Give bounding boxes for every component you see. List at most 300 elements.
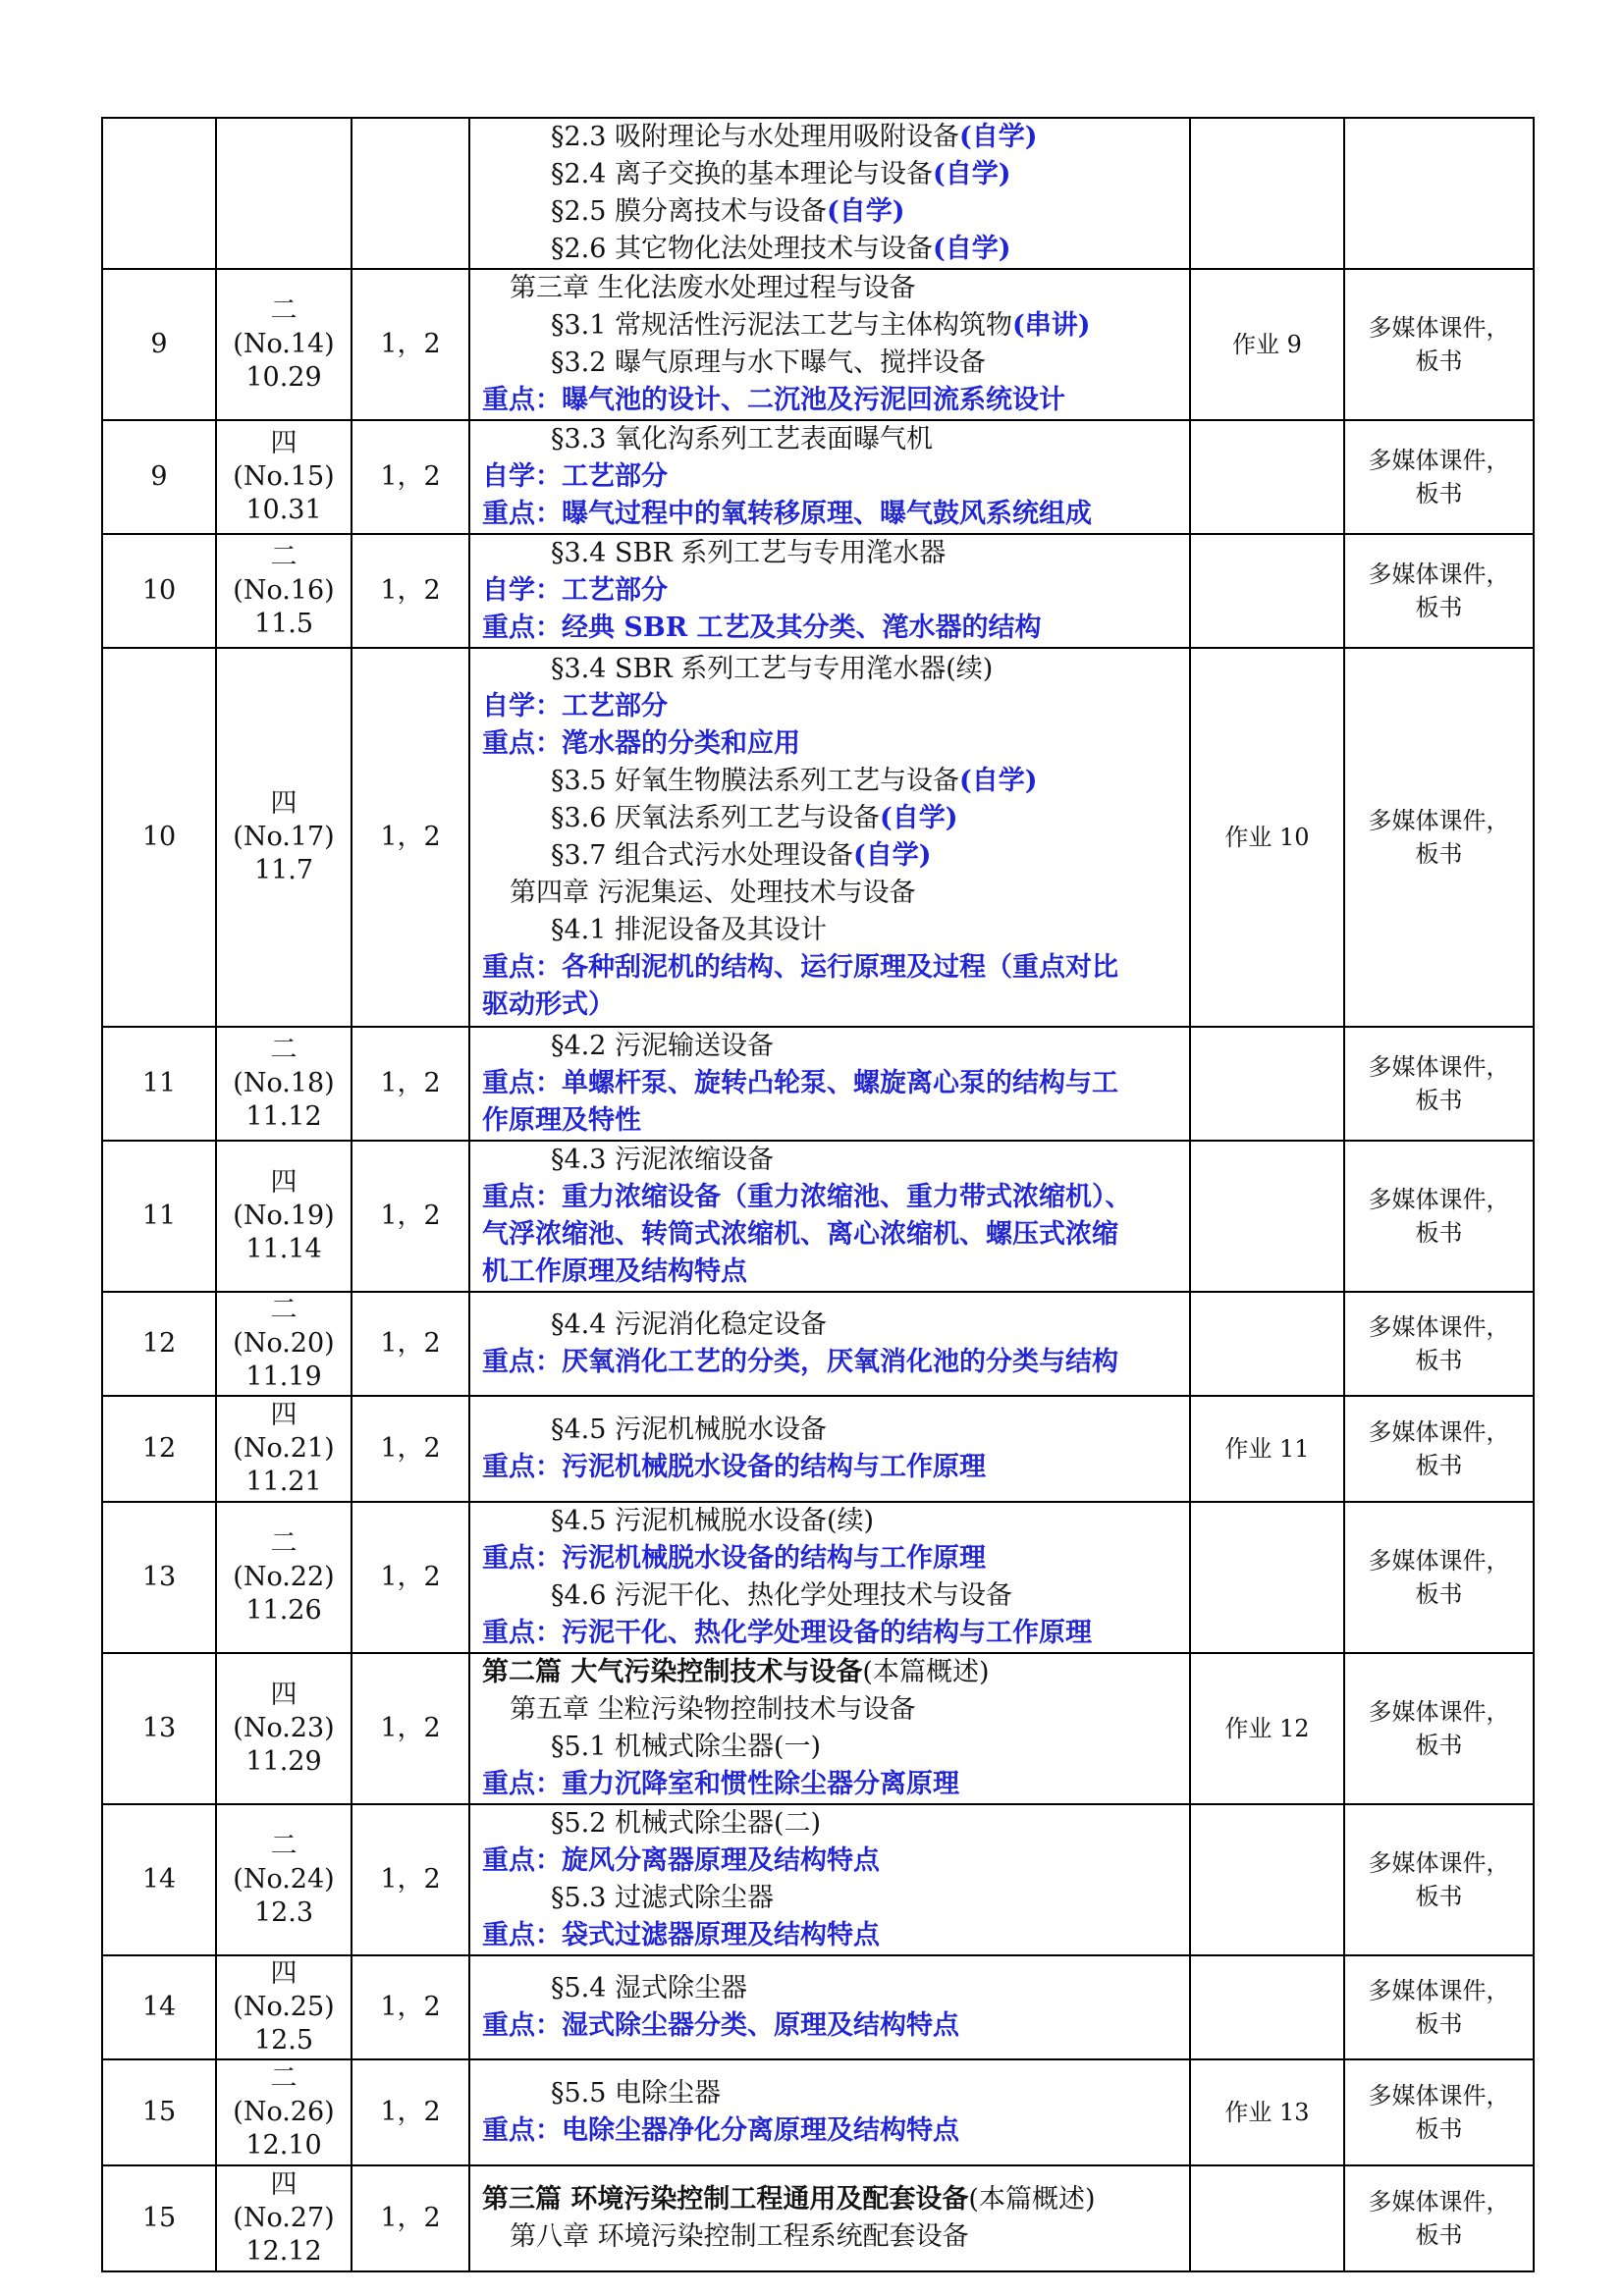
week-number: 15 bbox=[141, 2203, 177, 2233]
teaching-method-line: 板书 bbox=[1415, 1452, 1463, 1479]
teaching-method-line: 多媒体课件， bbox=[1368, 314, 1510, 342]
content-cell bbox=[469, 1502, 1190, 1653]
content-text: 作原理及特性 bbox=[482, 1105, 641, 1136]
weekday: 二 bbox=[270, 1528, 298, 1559]
weekday: 二 bbox=[270, 1295, 298, 1325]
content-line bbox=[482, 1412, 1179, 1449]
content-line bbox=[482, 2218, 1179, 2256]
session-cell bbox=[216, 1955, 352, 2059]
week-cell bbox=[102, 1804, 216, 1955]
key-point-line bbox=[482, 1065, 1179, 1102]
lecture-number: (No.17) bbox=[233, 822, 335, 852]
session-cell bbox=[216, 1027, 352, 1141]
key-point-line bbox=[482, 949, 1179, 987]
period-cell bbox=[352, 534, 469, 648]
week-number: 14 bbox=[141, 1992, 177, 2022]
weekday: 四 bbox=[270, 788, 298, 819]
schedule-body bbox=[102, 118, 1534, 2271]
content-text: 重点：各种刮泥机的结构、运行原理及过程（重点对比 bbox=[482, 952, 1118, 983]
content-cell bbox=[469, 534, 1190, 648]
period-cell bbox=[352, 1396, 469, 1502]
teaching-method-line: 板书 bbox=[1415, 594, 1463, 621]
teaching-method-line: 多媒体课件， bbox=[1368, 561, 1510, 588]
homework-label: 作业 13 bbox=[1224, 2099, 1310, 2126]
schedule-row bbox=[102, 1502, 1534, 1653]
class-periods: 1，2 bbox=[380, 1433, 441, 1464]
class-periods: 1，2 bbox=[380, 575, 441, 606]
content-cell bbox=[469, 1141, 1190, 1292]
content-text: §4.4 污泥消化稳定设备 bbox=[551, 1309, 828, 1340]
content-line bbox=[482, 2075, 1179, 2112]
period-cell bbox=[352, 118, 469, 269]
content-line bbox=[482, 270, 1179, 307]
period-cell bbox=[352, 648, 469, 1027]
teaching-method-line: 板书 bbox=[1415, 347, 1463, 375]
content-cell bbox=[469, 1027, 1190, 1141]
lecture-date: 11.14 bbox=[245, 1234, 322, 1264]
lecture-number: (No.20) bbox=[233, 1328, 335, 1359]
lecture-number: (No.19) bbox=[233, 1201, 335, 1231]
key-point-line bbox=[482, 2112, 1179, 2150]
schedule-row bbox=[102, 534, 1534, 648]
key-point-line bbox=[482, 1216, 1179, 1254]
teaching-method bbox=[1345, 444, 1533, 510]
session-cell bbox=[216, 1141, 352, 1292]
content-text: 重点：湿式除尘器分类、原理及结构特点 bbox=[482, 2010, 959, 2041]
week-cell bbox=[102, 534, 216, 648]
study-mode-tag: (自学) bbox=[933, 234, 1011, 264]
class-periods: 1，2 bbox=[380, 329, 441, 359]
teaching-method-line: 多媒体课件， bbox=[1368, 1313, 1510, 1341]
content-line bbox=[482, 535, 1179, 572]
content-cell bbox=[469, 1653, 1190, 1804]
study-mode-tag: (自学) bbox=[827, 196, 905, 227]
teaching-method-line: 多媒体课件， bbox=[1368, 447, 1510, 474]
content-text: §4.1 排泥设备及其设计 bbox=[551, 915, 828, 945]
teaching-method bbox=[1345, 1415, 1533, 1482]
week-cell bbox=[102, 118, 216, 269]
lecture-number: (No.26) bbox=[233, 2097, 335, 2127]
lecture-number: (No.27) bbox=[233, 2203, 335, 2233]
session-cell bbox=[216, 2059, 352, 2165]
homework-cell bbox=[1190, 648, 1344, 1027]
lecture-date: 12.10 bbox=[245, 2130, 322, 2161]
content-line bbox=[482, 119, 1179, 156]
weekday: 四 bbox=[270, 1680, 298, 1710]
content-text: 自学：工艺部分 bbox=[482, 461, 668, 492]
teaching-method bbox=[1345, 1310, 1533, 1377]
content-line bbox=[482, 307, 1179, 345]
week-number: 14 bbox=[141, 1864, 177, 1895]
period-cell bbox=[352, 420, 469, 534]
key-point-line bbox=[482, 1766, 1179, 1803]
homework-cell bbox=[1190, 1955, 1344, 2059]
session-cell bbox=[216, 1502, 352, 1653]
content-text: §5.5 电除尘器 bbox=[551, 2078, 722, 2109]
content-line bbox=[482, 912, 1179, 949]
teaching-method bbox=[1345, 1974, 1533, 2041]
content-text: 重点：重力浓缩设备（重力浓缩池、重力带式浓缩机）、 bbox=[482, 1182, 1132, 1212]
weekday: 二 bbox=[270, 295, 298, 326]
teaching-method-line: 多媒体课件， bbox=[1368, 1547, 1510, 1575]
schedule-row bbox=[102, 269, 1534, 420]
schedule-table bbox=[101, 117, 1535, 2272]
content-text: 自学：工艺部分 bbox=[482, 691, 668, 721]
content-text: 机工作原理及结构特点 bbox=[482, 1256, 747, 1287]
content-line bbox=[482, 1880, 1179, 1917]
content-text: 第五章 尘粒污染物控制技术与设备 bbox=[510, 1694, 916, 1725]
content-text: 重点：污泥机械脱水设备的结构与工作原理 bbox=[482, 1452, 986, 1482]
key-point-line bbox=[482, 496, 1179, 533]
content-cell bbox=[469, 118, 1190, 269]
study-mode-tag: (自学) bbox=[880, 803, 958, 833]
weekday: 二 bbox=[270, 2063, 298, 2094]
week-cell bbox=[102, 1027, 216, 1141]
period-cell bbox=[352, 1141, 469, 1292]
teaching-method-line: 多媒体课件， bbox=[1368, 1418, 1510, 1446]
teaching-method-line: 板书 bbox=[1415, 1732, 1463, 1759]
content-line bbox=[482, 1654, 1179, 1691]
lecture-number: (No.23) bbox=[233, 1713, 335, 1743]
lecture-number: (No.14) bbox=[233, 329, 335, 359]
teaching-method bbox=[1345, 1183, 1533, 1250]
week-number: 13 bbox=[141, 1713, 177, 1743]
content-line bbox=[482, 1503, 1179, 1540]
period-cell bbox=[352, 1027, 469, 1141]
week-number: 15 bbox=[141, 2097, 177, 2127]
week-cell bbox=[102, 2059, 216, 2165]
period-cell bbox=[352, 1292, 469, 1396]
teaching-method bbox=[1345, 1695, 1533, 1762]
content-text: §4.2 污泥输送设备 bbox=[551, 1031, 775, 1061]
teaching-method-line: 板书 bbox=[1415, 1883, 1463, 1910]
content-line bbox=[482, 1729, 1179, 1766]
homework-cell bbox=[1190, 1141, 1344, 1292]
content-text: §3.4 SBR 系列工艺与专用滗水器(续) bbox=[551, 654, 994, 684]
method-cell bbox=[1344, 1653, 1534, 1804]
teaching-method-line: 多媒体课件， bbox=[1368, 1053, 1510, 1081]
week-number: 10 bbox=[141, 575, 177, 606]
schedule-row bbox=[102, 1804, 1534, 1955]
class-periods: 1，2 bbox=[380, 822, 441, 852]
method-cell bbox=[1344, 2059, 1534, 2165]
method-cell bbox=[1344, 118, 1534, 269]
method-cell bbox=[1344, 420, 1534, 534]
content-text: 重点：滗水器的分类和应用 bbox=[482, 728, 800, 759]
class-periods: 1，2 bbox=[380, 1864, 441, 1895]
weekday: 二 bbox=[270, 1831, 298, 1861]
lecture-date: 11.5 bbox=[253, 609, 314, 639]
content-text: §3.4 SBR 系列工艺与专用滗水器 bbox=[551, 538, 947, 568]
teaching-method-line: 板书 bbox=[1415, 1219, 1463, 1247]
week-number: 13 bbox=[141, 1562, 177, 1592]
content-cell bbox=[469, 2059, 1190, 2165]
study-mode-tag: (串讲) bbox=[1012, 310, 1091, 341]
method-cell bbox=[1344, 1027, 1534, 1141]
lecture-date: 11.26 bbox=[245, 1595, 322, 1626]
content-text: 重点：污泥干化、热化学处理设备的结构与工作原理 bbox=[482, 1618, 1092, 1648]
homework-cell bbox=[1190, 118, 1344, 269]
content-cell bbox=[469, 420, 1190, 534]
content-text: 重点：经典 SBR 工艺及其分类、滗水器的结构 bbox=[482, 613, 1042, 643]
key-point-line bbox=[482, 725, 1179, 763]
class-periods: 1，2 bbox=[380, 1713, 441, 1743]
teaching-method-line: 多媒体课件， bbox=[1368, 807, 1510, 834]
lecture-number: (No.16) bbox=[233, 575, 335, 606]
class-periods: 1，2 bbox=[380, 461, 441, 492]
week-cell bbox=[102, 648, 216, 1027]
content-line bbox=[482, 345, 1179, 382]
content-line bbox=[482, 1805, 1179, 1842]
content-text: 重点：单螺杆泵、旋转凸轮泵、螺旋离心泵的结构与工 bbox=[482, 1068, 1118, 1098]
content-text: §2.4 离子交换的基本理论与设备 bbox=[551, 159, 934, 189]
homework-cell bbox=[1190, 534, 1344, 648]
content-text: 重点：电除尘器净化分离原理及结构特点 bbox=[482, 2115, 959, 2146]
content-text: 第八章 环境污染控制工程系统配套设备 bbox=[510, 2221, 969, 2252]
period-cell bbox=[352, 2165, 469, 2271]
content-line bbox=[482, 1691, 1179, 1729]
content-text: 重点：重力沉降室和惯性除尘器分离原理 bbox=[482, 1769, 959, 1799]
session-cell bbox=[216, 1804, 352, 1955]
content-cell bbox=[469, 1804, 1190, 1955]
homework-cell bbox=[1190, 1396, 1344, 1502]
content-text: 重点：厌氧消化工艺的分类，厌氧消化池的分类与结构 bbox=[482, 1347, 1118, 1377]
teaching-method bbox=[1345, 2185, 1533, 2252]
session-cell bbox=[216, 269, 352, 420]
week-cell bbox=[102, 1955, 216, 2059]
key-point-line bbox=[482, 688, 1179, 725]
study-mode-tag: (自学) bbox=[959, 766, 1038, 796]
key-point-line bbox=[482, 1102, 1179, 1140]
teaching-method-line: 板书 bbox=[1415, 1087, 1463, 1114]
content-text: 第二篇 大气污染控制技术与设备 bbox=[482, 1657, 863, 1687]
schedule-row bbox=[102, 1141, 1534, 1292]
week-cell bbox=[102, 269, 216, 420]
content-text: 第四章 污泥集运、处理技术与设备 bbox=[510, 878, 916, 908]
content-text: §3.1 常规活性污泥法工艺与主体构筑物 bbox=[551, 310, 1013, 341]
teaching-method-line: 板书 bbox=[1415, 1580, 1463, 1608]
period-cell bbox=[352, 1804, 469, 1955]
content-text: §5.1 机械式除尘器(一) bbox=[551, 1732, 822, 1762]
lecture-number: (No.18) bbox=[233, 1068, 335, 1098]
period-cell bbox=[352, 1955, 469, 2059]
week-number: 12 bbox=[141, 1328, 177, 1359]
homework-label: 作业 9 bbox=[1232, 331, 1302, 358]
lecture-number: (No.22) bbox=[233, 1562, 335, 1592]
content-text: 气浮浓缩池、转筒式浓缩机、离心浓缩机、螺压式浓缩 bbox=[482, 1219, 1118, 1250]
key-point-line bbox=[482, 610, 1179, 647]
content-line bbox=[482, 156, 1179, 193]
content-text: 重点：曝气池的设计、二沉池及污泥回流系统设计 bbox=[482, 385, 1065, 415]
content-text: 第三篇 环境污染控制工程通用及配套设备 bbox=[482, 2184, 969, 2215]
key-point-line bbox=[482, 1254, 1179, 1291]
homework-cell bbox=[1190, 269, 1344, 420]
period-cell bbox=[352, 269, 469, 420]
session-cell bbox=[216, 648, 352, 1027]
week-cell bbox=[102, 420, 216, 534]
teaching-method-line: 板书 bbox=[1415, 480, 1463, 507]
week-number: 10 bbox=[141, 822, 177, 852]
content-line bbox=[482, 875, 1179, 912]
lecture-date: 12.3 bbox=[253, 1897, 314, 1928]
week-number: 12 bbox=[141, 1433, 177, 1464]
content-text: §4.6 污泥干化、热化学处理技术与设备 bbox=[551, 1580, 1013, 1611]
content-text: §4.5 污泥机械脱水设备(续) bbox=[551, 1506, 875, 1536]
study-mode-tag: (自学) bbox=[959, 122, 1038, 152]
content-cell bbox=[469, 1292, 1190, 1396]
week-cell bbox=[102, 1292, 216, 1396]
content-text: (本篇概述) bbox=[968, 2184, 1096, 2215]
content-text: §3.6 厌氧法系列工艺与设备 bbox=[551, 803, 881, 833]
content-text: 重点：旋风分离器原理及结构特点 bbox=[482, 1845, 880, 1876]
teaching-method-line: 多媒体课件， bbox=[1368, 2082, 1510, 2109]
lecture-date: 12.12 bbox=[245, 2236, 322, 2267]
content-line bbox=[482, 1307, 1179, 1344]
teaching-method-line: 板书 bbox=[1415, 840, 1463, 868]
content-text: 重点：曝气过程中的氧转移原理、曝气鼓风系统组成 bbox=[482, 499, 1092, 529]
key-point-line bbox=[482, 1344, 1179, 1381]
weekday: 二 bbox=[270, 1035, 298, 1065]
content-text: §5.3 过滤式除尘器 bbox=[551, 1883, 775, 1913]
schedule-row bbox=[102, 1955, 1534, 2059]
lecture-number: (No.21) bbox=[233, 1433, 335, 1464]
content-text: §3.5 好氧生物膜法系列工艺与设备 bbox=[551, 766, 960, 796]
homework-cell bbox=[1190, 1502, 1344, 1653]
method-cell bbox=[1344, 1141, 1534, 1292]
content-text: §3.7 组合式污水处理设备 bbox=[551, 840, 854, 871]
key-point-line bbox=[482, 1917, 1179, 1954]
lecture-date: 11.21 bbox=[245, 1467, 322, 1497]
lecture-date: 12.5 bbox=[253, 2025, 314, 2056]
content-line bbox=[482, 837, 1179, 875]
session-cell bbox=[216, 1292, 352, 1396]
class-periods: 1，2 bbox=[380, 1328, 441, 1359]
key-point-line bbox=[482, 1540, 1179, 1577]
method-cell bbox=[1344, 1292, 1534, 1396]
week-number: 9 bbox=[150, 329, 168, 359]
content-text: 驱动形式） bbox=[482, 989, 615, 1020]
key-point-line bbox=[482, 1615, 1179, 1652]
period-cell bbox=[352, 1653, 469, 1804]
content-cell bbox=[469, 269, 1190, 420]
method-cell bbox=[1344, 2165, 1534, 2271]
key-point-line bbox=[482, 1842, 1179, 1880]
week-number: 11 bbox=[141, 1201, 177, 1231]
class-periods: 1，2 bbox=[380, 1562, 441, 1592]
teaching-method-line: 多媒体课件， bbox=[1368, 1977, 1510, 2004]
content-line bbox=[482, 231, 1179, 268]
content-line bbox=[482, 763, 1179, 800]
teaching-method-line: 板书 bbox=[1415, 2221, 1463, 2249]
content-cell bbox=[469, 1396, 1190, 1502]
content-text: §2.3 吸附理论与水处理用吸附设备 bbox=[551, 122, 960, 152]
schedule-row bbox=[102, 2059, 1534, 2165]
homework-label: 作业 10 bbox=[1224, 824, 1310, 851]
content-text: §3.3 氧化沟系列工艺表面曝气机 bbox=[551, 424, 934, 454]
class-periods: 1，2 bbox=[380, 1992, 441, 2022]
teaching-method-line: 多媒体课件， bbox=[1368, 2188, 1510, 2216]
teaching-method-line: 板书 bbox=[1415, 2115, 1463, 2143]
class-periods: 1，2 bbox=[380, 2203, 441, 2233]
teaching-method bbox=[1345, 558, 1533, 624]
content-text: §4.5 污泥机械脱水设备 bbox=[551, 1415, 828, 1445]
homework-cell bbox=[1190, 1804, 1344, 1955]
week-number: 9 bbox=[150, 461, 168, 492]
content-text: 重点：袋式过滤器原理及结构特点 bbox=[482, 1920, 880, 1950]
teaching-method-line: 板书 bbox=[1415, 1347, 1463, 1374]
method-cell bbox=[1344, 534, 1534, 648]
lecture-number: (No.24) bbox=[233, 1864, 335, 1895]
weekday: 四 bbox=[270, 2169, 298, 2200]
schedule-row bbox=[102, 648, 1534, 1027]
content-text: §4.3 污泥浓缩设备 bbox=[551, 1145, 775, 1175]
week-cell bbox=[102, 2165, 216, 2271]
content-cell bbox=[469, 648, 1190, 1027]
method-cell bbox=[1344, 269, 1534, 420]
study-mode-tag: (自学) bbox=[933, 159, 1011, 189]
teaching-method-line: 板书 bbox=[1415, 2010, 1463, 2038]
schedule-row bbox=[102, 420, 1534, 534]
content-line bbox=[482, 193, 1179, 231]
content-line bbox=[482, 421, 1179, 458]
teaching-method bbox=[1345, 804, 1533, 871]
week-cell bbox=[102, 1141, 216, 1292]
homework-cell bbox=[1190, 1653, 1344, 1804]
content-line bbox=[482, 1970, 1179, 2007]
content-line bbox=[482, 1142, 1179, 1179]
lecture-date: 11.29 bbox=[245, 1746, 322, 1777]
homework-label: 作业 11 bbox=[1224, 1435, 1310, 1463]
content-text: 第三章 生化法废水处理过程与设备 bbox=[510, 273, 916, 303]
session-cell bbox=[216, 534, 352, 648]
method-cell bbox=[1344, 648, 1534, 1027]
content-line bbox=[482, 1577, 1179, 1615]
content-cell bbox=[469, 1955, 1190, 2059]
week-cell bbox=[102, 1502, 216, 1653]
homework-cell bbox=[1190, 1292, 1344, 1396]
teaching-method-line: 多媒体课件， bbox=[1368, 1186, 1510, 1213]
content-text: §2.6 其它物化法处理技术与设备 bbox=[551, 234, 934, 264]
content-text: (本篇概述) bbox=[862, 1657, 990, 1687]
session-cell bbox=[216, 2165, 352, 2271]
key-point-line bbox=[482, 1449, 1179, 1486]
schedule-row bbox=[102, 1027, 1534, 1141]
content-line bbox=[482, 1028, 1179, 1065]
session-cell bbox=[216, 1396, 352, 1502]
weekday: 四 bbox=[270, 1400, 298, 1430]
session-cell bbox=[216, 420, 352, 534]
teaching-method-line: 多媒体课件， bbox=[1368, 1849, 1510, 1877]
content-text: 自学：工艺部分 bbox=[482, 575, 668, 606]
method-cell bbox=[1344, 1955, 1534, 2059]
schedule-row bbox=[102, 118, 1534, 269]
teaching-method bbox=[1345, 1846, 1533, 1913]
week-cell bbox=[102, 1653, 216, 1804]
teaching-method bbox=[1345, 311, 1533, 378]
period-cell bbox=[352, 1502, 469, 1653]
content-text: §5.2 机械式除尘器(二) bbox=[551, 1808, 822, 1839]
key-point-line bbox=[482, 1179, 1179, 1216]
schedule-row bbox=[102, 2165, 1534, 2271]
homework-cell bbox=[1190, 1027, 1344, 1141]
homework-label: 作业 12 bbox=[1224, 1715, 1310, 1742]
weekday: 二 bbox=[270, 542, 298, 572]
content-text: §5.4 湿式除尘器 bbox=[551, 1973, 748, 2003]
schedule-row bbox=[102, 1653, 1534, 1804]
key-point-line bbox=[482, 2007, 1179, 2045]
method-cell bbox=[1344, 1804, 1534, 1955]
week-number: 11 bbox=[141, 1068, 177, 1098]
